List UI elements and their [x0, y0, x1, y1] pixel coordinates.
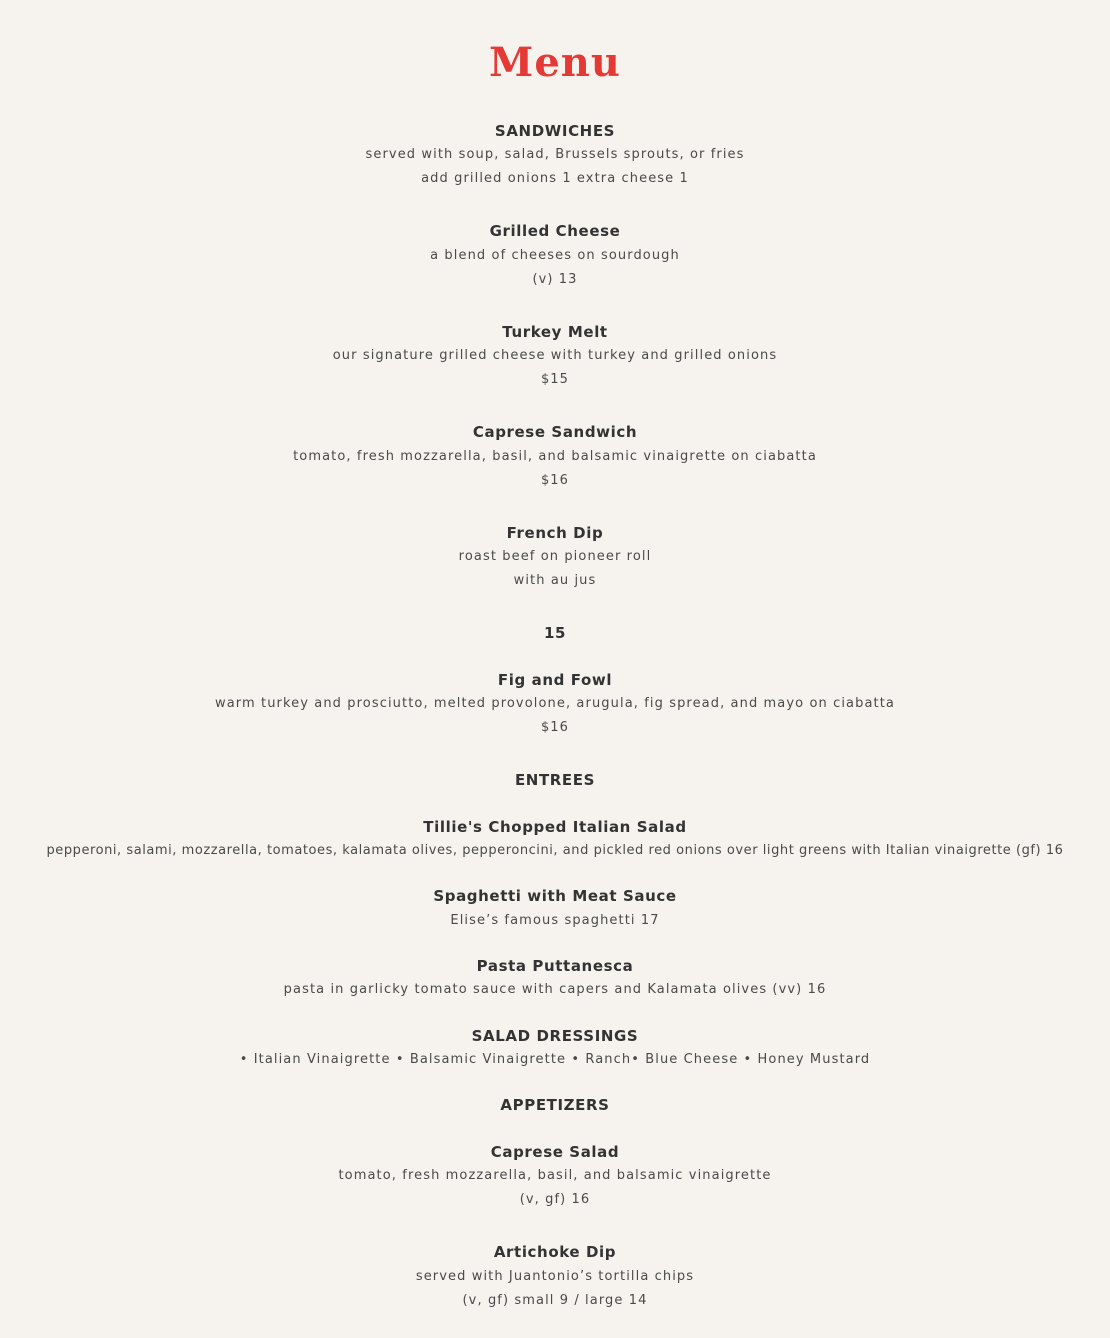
- item-desc-caprese-salad: tomato, fresh mozzarella, basil, and balsamic vinaigrette: [338, 1168, 772, 1183]
- item-name-caprese-salad: Caprese Salad: [490, 1143, 620, 1161]
- item-name-artichoke-dip: Artichoke Dip: [493, 1243, 617, 1261]
- item-name-grilled-cheese: Grilled Cheese: [489, 222, 621, 240]
- item-desc-fig-and-fowl: warm turkey and prosciutto, melted provolone, arugula, fig spread, and mayo on ciabatta: [214, 696, 895, 711]
- section-heading-entrees: ENTREES: [514, 771, 596, 789]
- item-name-caprese-sandwich: Caprese Sandwich: [472, 423, 638, 441]
- item-desc-artichoke-dip: served with Juantonio’s tortilla chips: [415, 1269, 695, 1284]
- item-price-turkey-melt: $15: [540, 372, 570, 387]
- item-desc-grilled-cheese: a blend of cheeses on sourdough: [430, 248, 680, 263]
- section-heading-sandwiches: SANDWICHES: [494, 122, 616, 140]
- page-title: Menu: [489, 39, 621, 86]
- item-desc-spaghetti-with-meat-sauce: Elise’s famous spaghetti 17: [450, 913, 660, 928]
- item-name-fig-and-fowl: Fig and Fowl: [497, 671, 613, 689]
- item-name-pasta-puttanesca: Pasta Puttanesca: [476, 957, 634, 975]
- item-desc-turkey-melt: our signature grilled cheese with turkey and grilled onions: [332, 348, 778, 363]
- section-heading-appetizers: APPETIZERS: [500, 1096, 610, 1114]
- item-price-grilled-cheese: (v) 13: [532, 272, 578, 287]
- item-price-caprese-sandwich: $16: [540, 473, 570, 488]
- item-desc-french-dip-jus: with au jus: [513, 573, 597, 588]
- item-price-french-dip: 15: [543, 624, 567, 642]
- item-desc-caprese-sandwich: tomato, fresh mozzarella, basil, and balsamic vinaigrette on ciabatta: [293, 449, 817, 464]
- sandwiches-note-sides: served with soup, salad, Brussels sprouts, or fries: [365, 147, 745, 162]
- item-name-french-dip: French Dip: [506, 524, 604, 542]
- item-price-fig-and-fowl: $16: [540, 720, 570, 735]
- item-desc-french-dip: roast beef on pioneer roll: [458, 549, 652, 564]
- salad-dressings-list: • Italian Vinaigrette • Balsamic Vinaigrette • Ranch• Blue Cheese • Honey Mustard: [239, 1052, 871, 1067]
- item-name-tillies-chopped-italian-salad: Tillie's Chopped Italian Salad: [423, 818, 687, 836]
- sandwiches-note-addons: add grilled onions 1 extra cheese 1: [421, 171, 689, 186]
- item-desc-pasta-puttanesca: pasta in garlicky tomato sauce with capers and Kalamata olives (vv) 16: [283, 982, 827, 997]
- item-name-spaghetti-with-meat-sauce: Spaghetti with Meat Sauce: [433, 887, 677, 905]
- item-price-caprese-salad: (v, gf) 16: [519, 1192, 591, 1207]
- section-heading-salad-dressings: SALAD DRESSINGS: [471, 1027, 639, 1045]
- item-price-artichoke-dip: (v, gf) small 9 / large 14: [462, 1293, 648, 1308]
- item-desc-tillies-chopped-italian-salad: pepperoni, salami, mozzarella, tomatoes, kalamata olives, pepperoncini, and pickled red onions over light greens with Italian vinaigrette (gf) 16: [46, 843, 1064, 858]
- item-name-turkey-melt: Turkey Melt: [502, 323, 608, 341]
